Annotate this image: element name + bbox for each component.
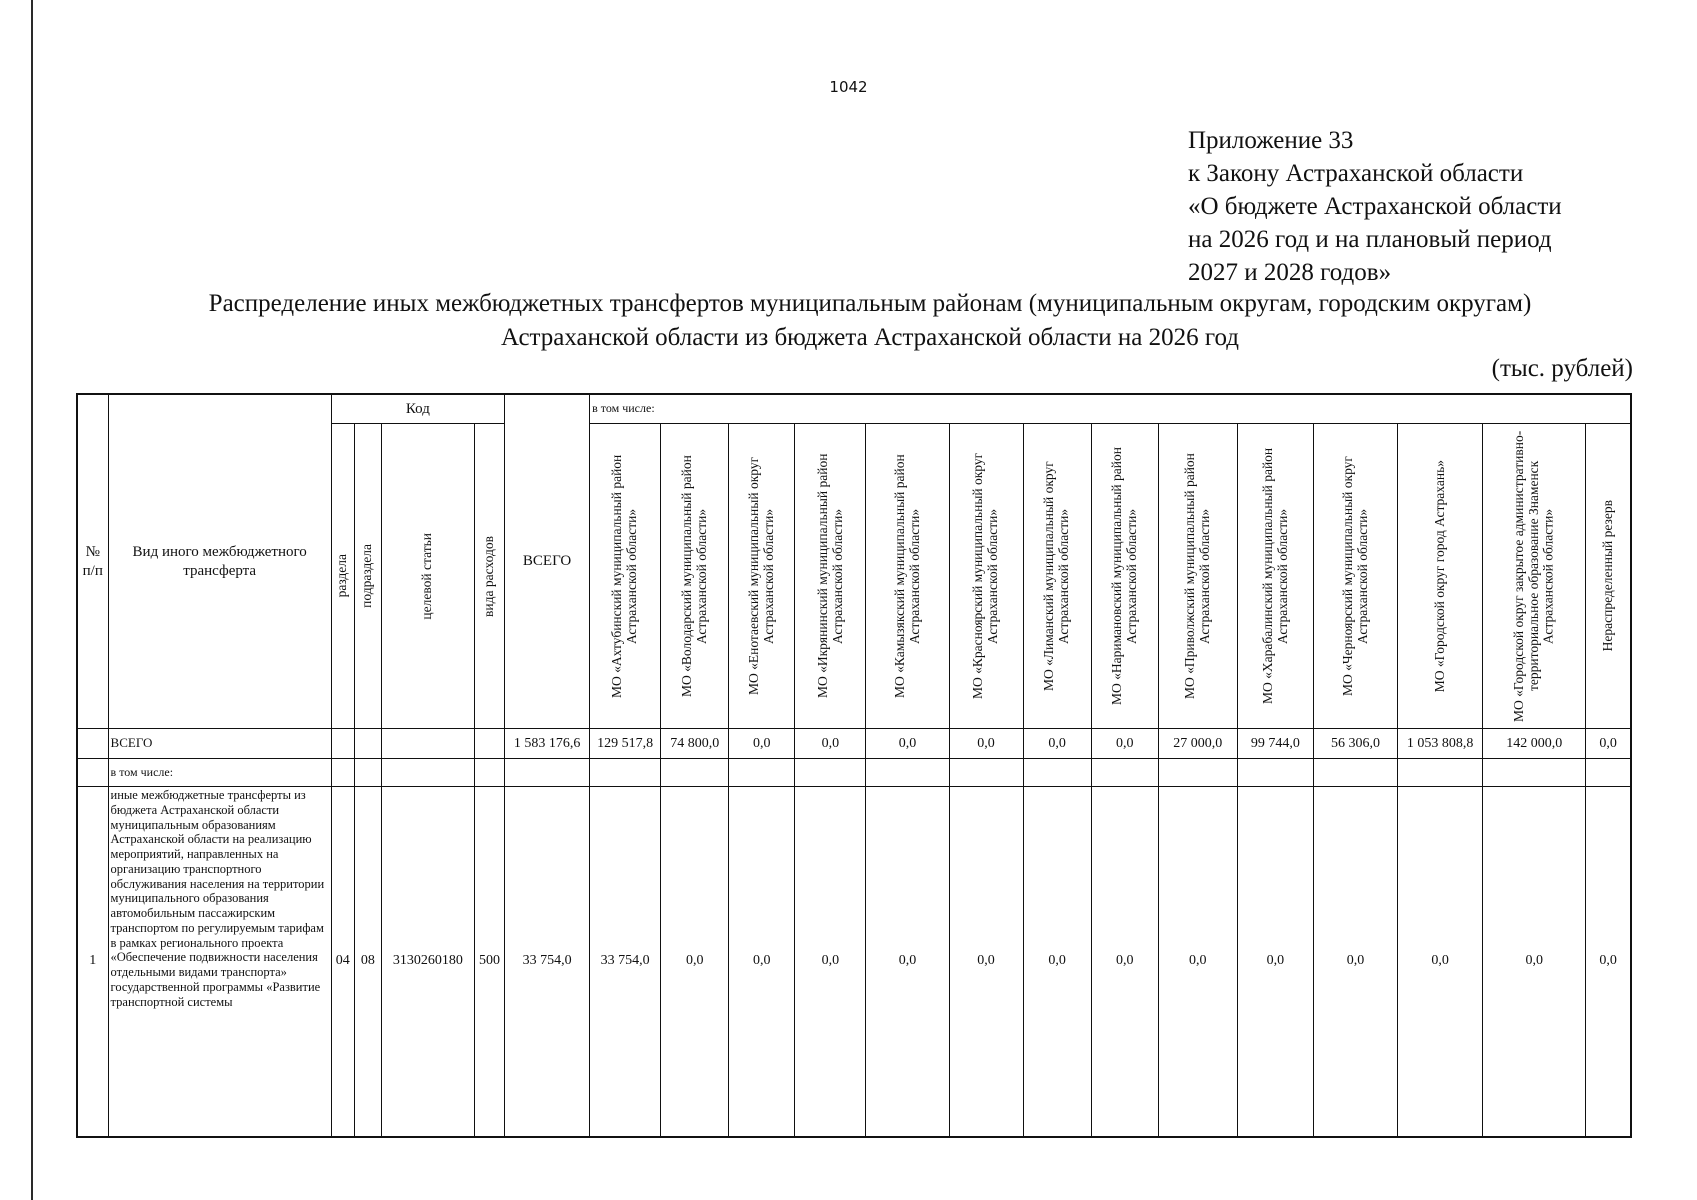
table-cell [590,759,661,787]
row-value: 0,0 [949,787,1023,1137]
header-razdel: раздела [331,424,354,729]
including-row-label: в том числе: [108,759,331,787]
row-value: 33 754,0 [590,787,661,1137]
table-cell [1237,759,1313,787]
header-municipality: МО «Черноярский муниципальный округ Астраханской области» [1313,424,1397,729]
table-cell [474,729,504,759]
total-row-value: 74 800,0 [661,729,729,759]
total-row-label: ВСЕГО [108,729,331,759]
total-row-value: 99 744,0 [1237,729,1313,759]
header-municipality: МО «Володарский муниципальный район Астраханской области» [661,424,729,729]
header-transfer-type: Вид иного межбюджетного трансферта [108,394,331,729]
row-podrazdel: 08 [354,787,381,1137]
header-municipality: МО «Красноярский муниципальный округ Астраханской области» [949,424,1023,729]
table-cell [381,729,474,759]
row-num: 1 [77,787,108,1137]
table-row [77,787,1631,1137]
row-total: 33 754,0 [505,787,590,1137]
header-municipality: МО «Харабалинский муниципальный район Астраханской области» [1237,424,1313,729]
row-value: 0,0 [729,787,795,1137]
row-value: 0,0 [795,787,866,1137]
header-total: ВСЕГО [505,394,590,729]
total-row-value: 1 053 808,8 [1398,729,1483,759]
header-municipality: МО «Икрянинский муниципальный район Астраханской области» [795,424,866,729]
page-number: 1042 [829,78,868,96]
table-cell [1398,759,1483,787]
table-cell [795,759,866,787]
table-cell [354,729,381,759]
appendix-header [1188,124,1562,289]
row-razdel: 04 [331,787,354,1137]
row-value: 0,0 [1483,787,1586,1137]
document-title [80,287,1660,355]
title-line: Распределение иных межбюджетных трансфертов муниципальным районам (муниципальным округам, городским округам) [208,290,1532,317]
header-municipality: Нераспределенный резерв [1586,424,1631,729]
header-municipality: МО «Лиманский муниципальный округ Астраханской области» [1023,424,1091,729]
row-value: 0,0 [1158,787,1237,1137]
appendix-line: на 2026 год и на плановый период [1188,226,1552,253]
transfers-table [76,393,1632,1138]
row-celevaya-statya: 3130260180 [381,787,474,1137]
total-row-value: 27 000,0 [1158,729,1237,759]
table-cell [354,759,381,787]
appendix-line: «О бюджете Астраханской области [1188,193,1562,220]
row-value: 0,0 [1091,787,1158,1137]
row-value: 0,0 [1313,787,1397,1137]
total-row-value: 56 306,0 [1313,729,1397,759]
header-podrazdel: подраздела [354,424,381,729]
row-value: 0,0 [1023,787,1091,1137]
header-code: Код [331,394,504,424]
table-cell [331,729,354,759]
header-municipality: МО «Камызякский муниципальный район Астраханской области» [866,424,949,729]
row-value: 0,0 [661,787,729,1137]
table-cell [1091,759,1158,787]
total-row-value: 0,0 [1091,729,1158,759]
row-description: иные межбюджетные трансферты из бюджета Астраханской области муниципальным образованиям Астраханской области на реализацию мероприятий, направленных на организацию транспортного обслуживания населения на территории муниципального образования автомобильным пассажирским транспортом по регулируемым тарифам в рамках регионального проекта «Обеспечение подвижности населения отдельными видами транспорта» государственной программы «Развитие транспортной системы [108,787,331,1137]
total-row-total: 1 583 176,6 [505,729,590,759]
table-cell [381,759,474,787]
appendix-line: 2027 и 2028 годов» [1188,259,1392,286]
row-value: 0,0 [1586,787,1631,1137]
table-cell [1313,759,1397,787]
header-including: в том числе: [590,394,1631,424]
table-cell [1023,759,1091,787]
table-cell [474,759,504,787]
appendix-line: к Закону Астраханской области [1188,160,1524,187]
row-value: 0,0 [866,787,949,1137]
total-row-value: 0,0 [866,729,949,759]
row-vid-rashodov: 500 [474,787,504,1137]
total-row-value: 0,0 [949,729,1023,759]
table-cell [661,759,729,787]
total-row-value: 0,0 [729,729,795,759]
table-cell [729,759,795,787]
page-binding-line [31,0,33,1200]
row-value: 0,0 [1398,787,1483,1137]
header-municipality: МО «Городской округ закрытое административно-территориальное образование Знаменск Астраханской области» [1483,424,1586,729]
table-cell [77,729,108,759]
row-value: 0,0 [1237,787,1313,1137]
header-num: № п/п [77,394,108,729]
table-cell [1483,759,1586,787]
including-row [77,759,1631,787]
header-vid-rashodov: вида расходов [474,424,504,729]
table-cell [949,759,1023,787]
appendix-line: Приложение 33 [1188,127,1354,154]
total-row [77,729,1631,759]
header-municipality: МО «Городской округ город Астрахань» [1398,424,1483,729]
total-row-value: 0,0 [795,729,866,759]
table-cell [1158,759,1237,787]
total-row-value: 0,0 [1023,729,1091,759]
table-cell [866,759,949,787]
header-municipality: МО «Ахтубинский муниципальный район Астраханской области» [590,424,661,729]
header-municipality: МО «Наримановский муниципальный район Астраханской области» [1091,424,1158,729]
units-label: (тыс. рублей) [1491,355,1633,382]
title-line: Астраханской области из бюджета Астраханской области на 2026 год [501,324,1239,351]
header-municipality: МО «Приволжский муниципальный район Астраханской области» [1158,424,1237,729]
table-cell [505,759,590,787]
header-row-1 [77,394,1631,424]
table-cell [1586,759,1631,787]
total-row-value: 0,0 [1586,729,1631,759]
table-cell [77,759,108,787]
total-row-value: 142 000,0 [1483,729,1586,759]
total-row-value: 129 517,8 [590,729,661,759]
table-cell [331,759,354,787]
header-celevaya-statya: целевой статьи [381,424,474,729]
header-municipality: МО «Енотаевский муниципальный округ Астраханской области» [729,424,795,729]
